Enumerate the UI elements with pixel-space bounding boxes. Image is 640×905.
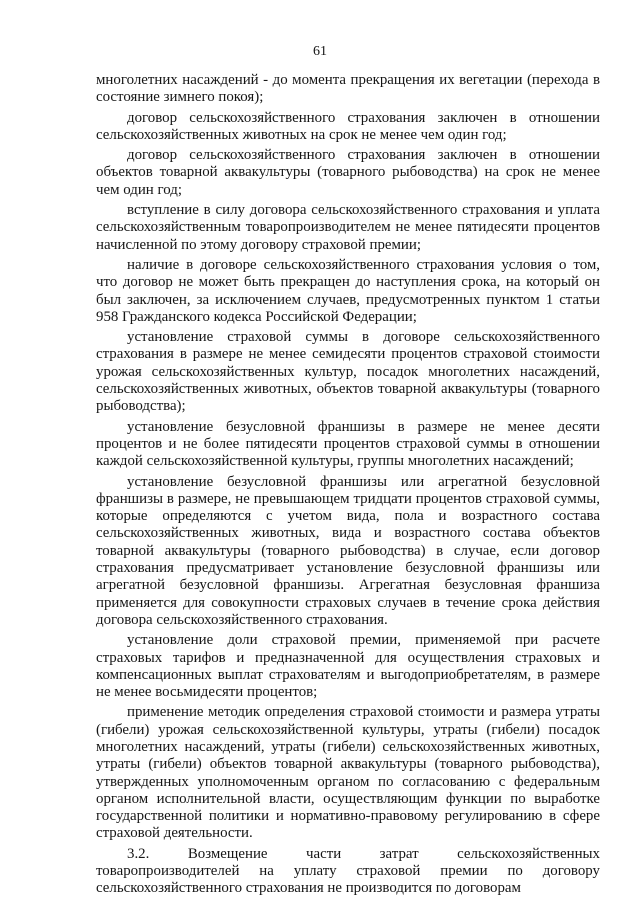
- paragraph-premium-share: установление доли страховой премии, применяемой при расчете страховых тарифов и предназначенной для осуществления страховых и компенсационных выплат страхователям и выгодоприобретателям, в размере не менее восьмидесяти процентов;: [96, 632, 600, 701]
- page-number: 61: [313, 44, 327, 59]
- paragraph-methodology: применение методик определения страховой стоимости и размера утраты (гибели) урожая сельскохозяйственной культуры, утраты (гибели) посадок многолетних насаждений, утраты (гибели) сельскохозяйственных животных, утраты (гибели) объектов товарной аквакультуры (товарного рыбоводства), утвержденных уполномоченным органом по согласованию с федеральным органом исполнительной власти, осуществляющим функции по выработке государственной политики и нормативно-правовому регулированию в сфере страховой деятельности.: [96, 704, 600, 842]
- paragraph-aquaculture-term: договор сельскохозяйственного страхования заключен в отношении объектов товарной аквакультуры (товарного рыбоводства) на срок не менее чем один год;: [96, 147, 600, 198]
- paragraph-livestock-term: договор сельскохозяйственного страхования заключен в отношении сельскохозяйственных животных на срок не менее чем один год;: [96, 109, 600, 143]
- paragraph-continuation: многолетних насаждений - до момента прекращения их вегетации (перехода в состояние зимнего покоя);: [96, 72, 600, 106]
- paragraph-premium-payment: вступление в силу договора сельскохозяйственного страхования и уплата сельскохозяйственным товаропроизводителем не менее пятидесяти процентов начисленной по этому договору страховой премии;: [96, 202, 600, 253]
- paragraph-unconditional-franchise: установление безусловной франшизы в размере не менее десяти процентов и не более пятидесяти процентов страховой суммы в отношении каждой сельскохозяйственной культуры, группы многолетних насаждений;: [96, 418, 600, 470]
- paragraph-aggregate-franchise: установление безусловной франшизы или агрегатной безусловной франшизы в размере, не превышающем тридцати процентов страховой суммы, которые определяются с учетом вида, пола и возрастного состава сельскохозяйственных животных, вида и возрастного состава объектов товарной аквакультуры (товарного рыбоводства) в случае, если договор страхования предусматривает установление безусловной франшизы или агрегатной безусловной франшизы. Агрегатная безусловная франшиза применяется для совокупности страховых случаев в течение срока действия договора сельскохозяйственного страхования.: [96, 473, 600, 628]
- body-text: [96, 72, 600, 901]
- paragraph-section-3-2: 3.2. Возмещение части затрат сельскохозяйственных товаропроизводителей на уплату страховой премии по договору сельскохозяйственного страхования не производится по договорам: [96, 845, 600, 897]
- paragraph-insured-sum: установление страховой суммы в договоре сельскохозяйственного страхования в размере не менее семидесяти процентов страховой стоимости урожая сельскохозяйственных культур, посадок многолетних насаждений, сельскохозяйственных животных, объектов товарной аквакультуры (товарного рыбоводства);: [96, 329, 600, 415]
- paragraph-termination-condition: наличие в договоре сельскохозяйственного страхования условия о том, что договор не может быть прекращен до наступления срока, на который он был заключен, за исключением случаев, предусмотренных пунктом 1 статьи 958 Гражданского кодекса Российской Федерации;: [96, 256, 600, 325]
